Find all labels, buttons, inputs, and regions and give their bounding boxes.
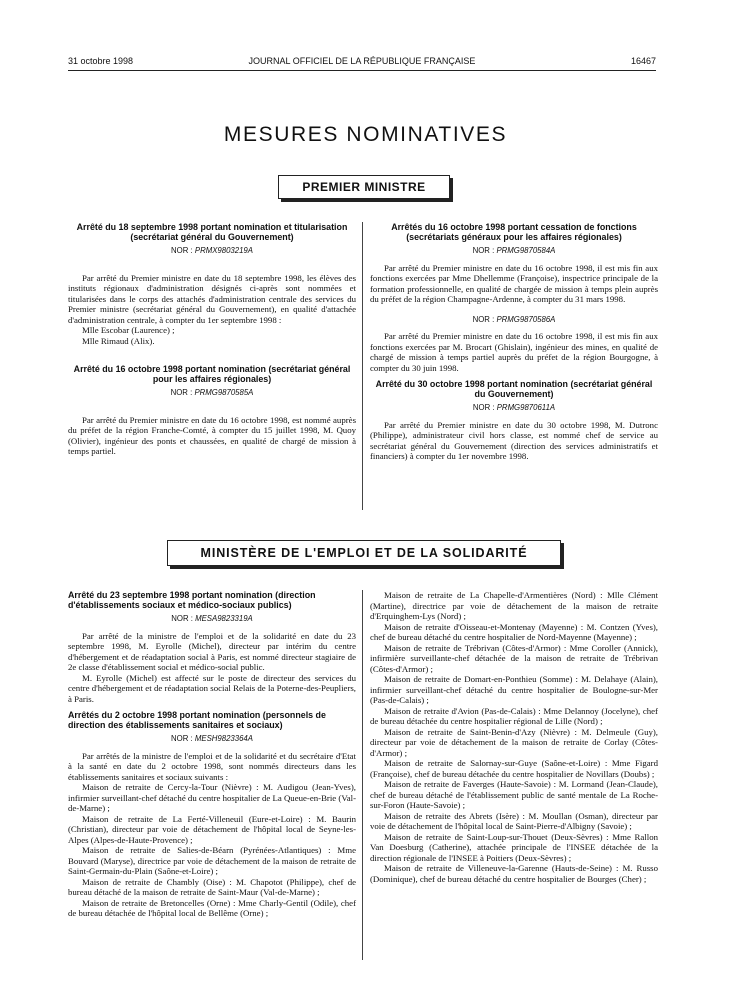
establishment-item: Maison de retraite de La Ferté-Villeneuil (Eure-et-Loire) : M. Baurin (Christian), directeur par voie de détachement de l'hôpital local de Seyne-les-Alpes (Alpes-de-Haute-Provence) ; — [68, 813, 356, 845]
establishment-item: Maison de retraite de Faverges (Haute-Savoie) : M. Lormand (Jean-Claude), chef de bureau détaché de l'établissement public de santé mentale de La Roche-sur-Foron (Haute-Savoie) ; — [370, 779, 658, 810]
column-right-upper — [370, 222, 658, 462]
arrete-text: Par arrêté du Premier ministre en date du 16 octobre 1998, il est mis fin aux fonctions exercées par M. Brocart (Ghislain), ingénieur des mines, en qualité de chargé de mission à temps partiel auprès du préfet de la région Bourgogne, à compter du 30 juin 1998. — [370, 331, 658, 373]
arrete-heading: Arrêté du 30 octobre 1998 portant nomination (secrétariat général du Gouvernement) — [375, 379, 653, 399]
establishment-item: Maison de retraite des Abrets (Isère) : M. Moullan (Osman), directeur par voie de détachement de l'hôpital local de Saint-Pierre-d'Albigny (Savoie) ; — [370, 810, 658, 831]
establishment-item: Maison de retraite de Saint-Loup-sur-Thouet (Deux-Sèvres) : Mme Rallon Van Doesburg (Catherine), attachée principale de l'INSEE détachée de la direction régionale de l'INSEE à Poitiers (Deux-Sèvres) ; — [370, 831, 658, 863]
arrete-text: Par arrêté de la ministre de l'emploi et de la solidarité en date du 23 septembre 1998, M. Eyrolle (Michel), directeur par intérim du centre d'hébergement et de réadaptation social à Paris, est nommé directeur stagiaire de 2e classe d'établissement social et médico-social public. — [68, 630, 356, 672]
establishment-item: Maison de retraite de Domart-en-Ponthieu (Somme) : M. Delahaye (Alain), infirmier surveillant-chef détaché du centre hospitalier de Boulogne-sur-Mer (Pas-de-Calais) ; — [370, 674, 658, 705]
arrete-heading: Arrêté du 16 octobre 1998 portant nomination (secrétariat général pour les affaires régionales) — [73, 364, 351, 384]
header-date: 31 octobre 1998 — [68, 56, 134, 66]
section-title-ministere-emploi: MINISTÈRE DE L'EMPLOI ET DE LA SOLIDARITÉ — [167, 540, 561, 566]
column-right-lower — [370, 590, 658, 884]
section-title-premier-ministre: PREMIER MINISTRE — [278, 175, 450, 199]
nor-reference: NOR : PRMG9870585A — [170, 388, 254, 397]
nominee-item: Mlle Rimaud (Alix). — [82, 335, 155, 346]
arrete-text: Par arrêté du Premier ministre en date du 16 octobre 1998, il est mis fin aux fonctions exercées par Mme Dhellemme (Françoise), inspectrice principale de la formation professionnelle, en qualité de chargée de mission à temps plein auprès du préfet de la région Champagne-Ardenne, à compter du 31 mars 1998. — [370, 262, 658, 304]
establishment-item: Maison de retraite de Villeneuve-la-Garenne (Hauts-de-Seine) : M. Russo (Dominique), chef de bureau détaché du centre hospitalier de Bourges (Cher) ; — [370, 863, 658, 884]
arrete-text: Par arrêté du Premier ministre en date du 30 octobre 1998, M. Dutronc (Philippe), administrateur civil hors classe, est nommé chef de service au secrétariat général du Gouvernement (direction des services administratifs et financiers) à compter du 1er novembre 1998. — [370, 419, 658, 461]
establishment-item: Maison de retraite de Cercy-la-Tour (Nièvre) : M. Audigou (Jean-Yves), infirmier surveillant-chef détaché du centre hospitalier de La Queue-en-Brie (Val-de-Marne) ; — [68, 782, 356, 813]
header-journal-title: JOURNAL OFFICIEL DE LA RÉPUBLIQUE FRANÇAISE — [248, 56, 476, 66]
header-page-number: 16467 — [630, 56, 656, 66]
page-title: MESURES NOMINATIVES — [223, 123, 508, 146]
arrete-heading: Arrêté du 18 septembre 1998 portant nomination et titularisation (secrétariat général du Gouvernement) — [76, 222, 348, 242]
nor-reference: NOR : PRMG9870611A — [472, 403, 556, 412]
establishment-item: Maison de retraite de Salies-de-Béarn (Pyrénées-Atlantiques) : Mme Bouvard (Maryse), directrice par voie de détachement de la maison de retraite de Saint-Germain-du-Plain (Saône-et-Loire) ; — [68, 845, 356, 876]
establishment-item: Maison de retraite de Saint-Benin-d'Azy (Nièvre) : M. Delmeule (Guy), directeur par voie de détachement de la maison de retraite de Corlay (Côtes-d'Armor) ; — [370, 726, 658, 758]
arrete-heading: Arrêtés du 16 octobre 1998 portant cessation de fonctions (secrétariats généraux pour les affaires régionales) — [391, 222, 637, 242]
arrete-text: Par arrêtés de la ministre de l'emploi et de la solidarité et du secrétaire d'Etat à la santé en date du 2 octobre 1998, sont nommés directeurs dans les établissements sanitaires et sociaux suivants : — [68, 750, 356, 782]
arrete-heading: Arrêté du 23 septembre 1998 portant nomination (direction d'établissements sociaux et médico-sociaux publics) — [68, 590, 316, 610]
page-header — [68, 56, 656, 71]
column-divider — [362, 222, 363, 510]
arrete-text: M. Eyrolle (Michel) est affecté sur le poste de directeur des services du centre d'hébergement et de réadaptation social Relais de la Poterne-des-Peupliers, à Paris. — [68, 672, 356, 704]
nor-reference: NOR : PRMG9870584A — [472, 246, 556, 255]
establishment-item: Maison de retraite d'Oisseau-et-Montenay (Mayenne) : M. Contzen (Yves), chef de bureau détaché du centre hospitalier de Nord-Mayenne (Mayenne) ; — [370, 621, 658, 642]
establishment-item: Maison de retraite de Bretoncelles (Orne) : Mme Charly-Gentil (Odile), chef de bureau détachée de l'hôpital local de Bellême (Orne) ; — [68, 897, 356, 918]
arrete-text: Par arrêté du Premier ministre en date du 18 septembre 1998, les élèves des instituts régionaux d'administration désignés ci-après sont nommées et titularisées dans le corps des attachés d'administration centrale des services du Premier ministre (secrétariat général du Gouvernement), en qualité d'attachée d'administration centrale, à compter du 1er septembre 1998 : — [68, 272, 356, 325]
nor-reference: NOR : PRMX9803219A — [171, 246, 253, 255]
establishment-item: Maison de retraite de Trébrivan (Côtes-d'Armor) : Mme Coroller (Annick), infirmière surveillante-chef détachée de la maison de retraite de Trébrivan (Côtes-d'Armor) ; — [370, 642, 658, 674]
establishment-item: Maison de retraite de La Chapelle-d'Armentières (Nord) : Mlle Clément (Martine), directrice par voie de détachement de la maison de retraite d'Erquinghem-Lys (Nord) ; — [370, 590, 658, 621]
establishment-item: Maison de retraite d'Avion (Pas-de-Calais) : Mme Delannoy (Jocelyne), chef de bureau détachée du centre hospitalier régional de Lille (Nord) ; — [370, 705, 658, 726]
nominee-item: Mlle Escobar (Laurence) ; — [82, 325, 175, 335]
column-left-upper — [68, 222, 356, 457]
establishment-item: Maison de retraite de Salornay-sur-Guye (Saône-et-Loire) : Mme Figard (Françoise), chef de bureau détachée du centre hospitalier de Novillars (Doubs) ; — [370, 758, 658, 779]
column-divider — [362, 590, 363, 960]
nor-reference: NOR : MESH9823364A — [171, 734, 253, 743]
arrete-text: Par arrêté du Premier ministre en date du 16 octobre 1998, est nommé auprès du préfet de la région Franche-Comté, à compter du 15 juillet 1998, M. Quoy (Olivier), ingénieur des ponts et chaussées, en qualité de chargé de mission à temps partiel. — [68, 414, 356, 456]
column-left-lower — [68, 590, 356, 919]
establishment-item: Maison de retraite de Chambly (Oise) : M. Chapotot (Philippe), chef de bureau détaché de la maison de retraite de Saint-Maur (Val-de-Marne) ; — [68, 876, 356, 897]
arrete-heading: Arrêtés du 2 octobre 1998 portant nomination (personnels de direction des établissements sanitaires et sociaux) — [68, 710, 326, 730]
nor-reference: NOR : MESA9823319A — [171, 614, 253, 623]
nor-reference: NOR : PRMG9870586A — [472, 314, 556, 324]
